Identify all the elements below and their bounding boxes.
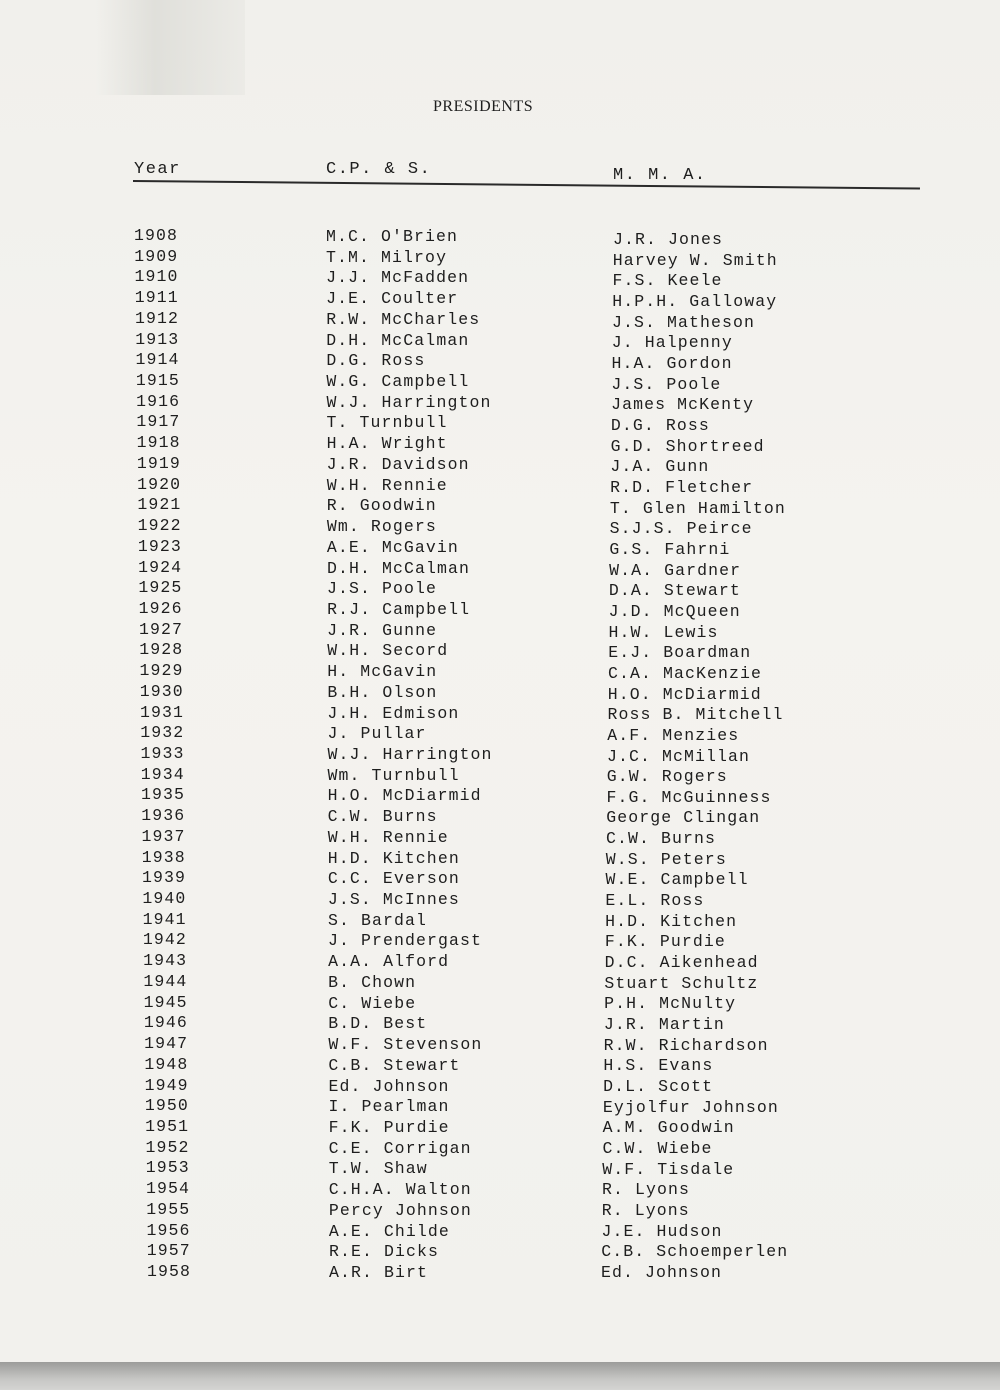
mma-president-cell: C.A. MacKenzie	[607, 663, 762, 683]
table-row	[0, 516, 1000, 537]
mma-president-cell: A.F. Menzies	[607, 725, 740, 745]
mma-president-cell: F.G. McGuinness	[606, 787, 772, 807]
year-cell: 1927	[138, 619, 183, 639]
cps-president-cell: Wm. Turnbull	[327, 765, 460, 785]
mma-president-cell: J.S. Matheson	[612, 312, 756, 332]
table-row	[0, 640, 1000, 661]
mma-president-cell: A.M. Goodwin	[602, 1118, 735, 1138]
cps-president-cell: A.E. Childe	[328, 1221, 450, 1241]
year-cell: 1912	[135, 308, 180, 328]
cps-president-cell: H.O. McDiarmid	[327, 786, 482, 806]
cps-president-cell: J.R. Davidson	[326, 454, 470, 474]
page-title: PRESIDENTS	[433, 98, 534, 115]
table-row	[0, 495, 1000, 516]
table-row	[0, 1013, 1000, 1034]
cps-president-cell: W.H. Rennie	[326, 475, 448, 495]
table-row	[0, 723, 1000, 744]
table-row	[0, 951, 1000, 972]
table-row	[0, 330, 1000, 351]
table-row	[0, 848, 1000, 869]
cps-president-cell: H. McGavin	[327, 662, 438, 682]
cps-president-cell: C.E. Corrigan	[328, 1138, 472, 1158]
cps-president-cell: H.D. Kitchen	[327, 848, 460, 868]
year-cell: 1955	[146, 1199, 191, 1219]
cps-president-cell: J.R. Gunne	[327, 620, 438, 640]
mma-president-cell: W.F. Tisdale	[602, 1159, 735, 1179]
cps-president-cell: J.S. McInnes	[327, 890, 460, 910]
mma-president-cell: E.J. Boardman	[608, 643, 752, 663]
cps-president-cell: H.A. Wright	[326, 434, 448, 454]
year-cell: 1943	[143, 951, 188, 971]
table-row	[0, 1055, 1000, 1076]
mma-president-cell: F.K. Purdie	[604, 932, 726, 952]
year-cell: 1933	[140, 744, 185, 763]
mma-president-cell: S.J.S. Peirce	[609, 519, 753, 539]
mma-president-cell: C.W. Wiebe	[602, 1139, 713, 1159]
year-cell: 1917	[136, 412, 181, 432]
table-row	[0, 827, 1000, 848]
cps-president-cell: Ed. Johnson	[328, 1076, 450, 1096]
year-cell: 1957	[146, 1241, 191, 1261]
cps-president-cell: F.K. Purdie	[328, 1117, 450, 1137]
table-row	[0, 558, 1000, 579]
year-cell: 1932	[140, 723, 185, 743]
mma-president-cell: J.E. Hudson	[601, 1221, 723, 1241]
year-cell: 1928	[139, 640, 184, 660]
year-cell: 1929	[139, 661, 184, 681]
mma-president-cell: H.A. Gordon	[611, 353, 733, 373]
table-row	[0, 930, 1000, 951]
table-row	[0, 599, 1000, 620]
year-cell: 1951	[145, 1116, 190, 1136]
year-cell: 1952	[145, 1137, 190, 1157]
mma-president-cell: J. Halpenny	[611, 333, 733, 353]
cps-president-cell: C. Wiebe	[328, 993, 417, 1013]
cps-president-cell: B.D. Best	[328, 1014, 428, 1034]
table-row	[0, 744, 1000, 765]
year-cell: 1908	[134, 226, 179, 245]
year-cell: 1945	[143, 992, 188, 1012]
mma-president-cell: D.L. Scott	[603, 1077, 714, 1097]
year-cell: 1924	[138, 557, 183, 577]
year-cell: 1939	[142, 868, 187, 888]
mma-president-cell: H.D. Kitchen	[605, 911, 738, 931]
mma-president-cell: H.P.H. Galloway	[612, 291, 778, 311]
column-header-cps: C.P. & S.	[326, 160, 432, 179]
mma-president-cell: J.S. Poole	[611, 374, 722, 394]
column-header-mma: M. M. A.	[613, 166, 707, 185]
table-row	[0, 703, 1000, 724]
mma-president-cell: J.D. McQueen	[608, 601, 741, 621]
table-row	[0, 910, 1000, 931]
cps-president-cell: J.H. Edmison	[327, 703, 460, 723]
table-row	[0, 350, 1000, 371]
table-row	[0, 226, 1000, 247]
year-cell: 1910	[134, 267, 179, 287]
table-row	[0, 889, 1000, 910]
year-cell: 1914	[135, 350, 180, 370]
table-row	[0, 1076, 1000, 1097]
table-row	[0, 993, 1000, 1014]
mma-president-cell: Harvey W. Smith	[612, 250, 778, 270]
cps-president-cell: J.J. McFadden	[326, 268, 470, 288]
year-cell: 1946	[143, 1013, 188, 1033]
table-row	[0, 247, 1000, 268]
mma-president-cell: F.S. Keele	[612, 271, 723, 291]
cps-president-cell: Wm. Rogers	[326, 517, 437, 537]
table-row	[0, 1096, 1000, 1117]
mma-president-cell: J.A. Gunn	[610, 457, 710, 477]
year-cell: 1923	[137, 536, 182, 556]
year-cell: 1926	[138, 598, 183, 618]
table-row	[0, 1117, 1000, 1138]
table-row	[0, 1179, 1000, 1200]
year-cell: 1941	[142, 909, 187, 929]
year-cell: 1915	[135, 371, 180, 391]
year-cell: 1958	[147, 1262, 192, 1281]
cps-president-cell: A.A. Alford	[328, 952, 450, 972]
year-cell: 1913	[135, 329, 180, 349]
mma-president-cell: W.A. Gardner	[609, 560, 742, 580]
cps-president-cell: T.W. Shaw	[328, 1159, 428, 1179]
table-row	[0, 309, 1000, 330]
table-row	[0, 578, 1000, 599]
cps-president-cell: A.R. Birt	[329, 1263, 429, 1282]
table-row	[0, 972, 1000, 993]
cps-president-cell: C.H.A. Walton	[328, 1180, 472, 1200]
year-cell: 1918	[136, 433, 181, 453]
year-cell: 1947	[144, 1034, 189, 1054]
mma-president-cell: G.S. Fahrni	[609, 539, 731, 559]
year-cell: 1925	[138, 578, 183, 598]
mma-president-cell: W.S. Peters	[605, 849, 727, 869]
mma-president-cell: R.W. Richardson	[603, 1035, 769, 1055]
cps-president-cell: W.G. Campbell	[326, 372, 470, 392]
mma-president-cell: H.S. Evans	[603, 1056, 714, 1076]
table-row	[0, 661, 1000, 682]
cps-president-cell: D.H. McCalman	[326, 558, 470, 578]
table-row	[0, 806, 1000, 827]
cps-president-cell: R.E. Dicks	[328, 1242, 439, 1262]
year-cell: 1942	[142, 930, 187, 950]
year-cell: 1953	[145, 1158, 190, 1178]
table-row	[0, 1138, 1000, 1159]
mma-president-cell: J.R. Jones	[613, 230, 724, 249]
table-row	[0, 537, 1000, 558]
year-cell: 1937	[141, 826, 186, 846]
year-cell: 1930	[139, 681, 184, 701]
year-cell: 1931	[139, 702, 184, 722]
table-row	[0, 267, 1000, 291]
cps-president-cell: D.H. McCalman	[326, 330, 470, 350]
cps-president-cell: J.E. Coulter	[326, 289, 459, 309]
mma-president-cell: Eyjolfur Johnson	[602, 1097, 779, 1117]
table-row	[0, 392, 1000, 413]
year-cell: 1954	[145, 1179, 190, 1199]
mma-president-cell: George Clingan	[606, 808, 761, 828]
table-row	[0, 288, 1000, 309]
year-cell: 1911	[134, 288, 179, 308]
year-cell: 1934	[140, 764, 185, 784]
cps-president-cell: R.W. McCharles	[326, 309, 481, 329]
mma-president-cell: W.E. Campbell	[605, 870, 749, 890]
cps-president-cell: J. Pullar	[327, 724, 427, 744]
cps-president-cell: W.H. Rennie	[327, 827, 449, 847]
mma-president-cell: G.D. Shortreed	[610, 436, 765, 456]
year-cell: 1950	[144, 1096, 189, 1116]
mma-president-cell: Stuart Schultz	[604, 973, 759, 993]
year-cell: 1922	[137, 516, 182, 536]
year-cell: 1919	[136, 453, 181, 473]
mma-president-cell: Ross B. Mitchell	[607, 705, 784, 725]
mma-president-cell: E.L. Ross	[605, 891, 705, 911]
mma-president-cell: James McKenty	[611, 395, 755, 415]
table-row	[0, 682, 1000, 703]
cps-president-cell: B.H. Olson	[327, 682, 438, 702]
cps-president-cell: S. Bardal	[327, 910, 427, 930]
mma-president-cell: G.W. Rogers	[606, 767, 728, 787]
table-row	[0, 1034, 1000, 1055]
cps-president-cell: Percy Johnson	[328, 1200, 472, 1220]
mma-president-cell: H.O. McDiarmid	[607, 684, 762, 704]
year-cell: 1916	[136, 391, 181, 411]
table-row	[0, 1158, 1000, 1179]
cps-president-cell: C.C. Everson	[327, 869, 460, 889]
cps-president-cell: M.C. O'Brien	[326, 227, 459, 246]
mma-president-cell: R.D. Fletcher	[610, 477, 754, 497]
page-bottom-shadow	[0, 1362, 1000, 1390]
table-row	[0, 1241, 1000, 1262]
cps-president-cell: C.W. Burns	[327, 807, 438, 827]
cps-president-cell: T.M. Milroy	[326, 247, 448, 267]
table-row	[0, 765, 1000, 786]
table-row	[0, 1262, 1000, 1283]
cps-president-cell: J. Prendergast	[328, 931, 483, 951]
mma-president-cell: D.C. Aikenhead	[604, 953, 759, 973]
year-cell: 1909	[134, 246, 179, 266]
table-row	[0, 412, 1000, 433]
table-row	[0, 1221, 1000, 1242]
year-cell: 1938	[141, 847, 186, 867]
cps-president-cell: W.F. Stevenson	[328, 1035, 483, 1055]
year-cell: 1944	[143, 971, 188, 991]
mma-president-cell: Ed. Johnson	[601, 1263, 723, 1282]
cps-president-cell: B. Chown	[328, 972, 417, 992]
mma-president-cell: R. Lyons	[601, 1201, 690, 1220]
table-row	[0, 868, 1000, 889]
mma-president-cell: P.H. McNulty	[604, 994, 737, 1014]
mma-president-cell: J.C. McMillan	[607, 746, 751, 766]
cps-president-cell: R. Goodwin	[326, 496, 437, 516]
column-header-year: Year	[134, 160, 181, 179]
mma-president-cell: H.W. Lewis	[608, 622, 719, 642]
year-cell: 1948	[144, 1054, 189, 1074]
mma-president-cell: D.G. Ross	[610, 415, 710, 435]
table-row	[0, 1200, 1000, 1221]
cps-president-cell: I. Pearlman	[328, 1097, 450, 1117]
mma-president-cell: D.A. Stewart	[608, 581, 741, 601]
cps-president-cell: W.H. Secord	[327, 641, 449, 661]
table-row	[0, 475, 1000, 496]
year-cell: 1940	[142, 889, 187, 909]
year-cell: 1921	[137, 495, 182, 515]
mma-president-cell: T. Glen Hamilton	[609, 498, 786, 518]
year-cell: 1935	[141, 785, 186, 805]
mma-president-cell: C.B. Schoemperlen	[601, 1242, 789, 1262]
cps-president-cell: A.E. McGavin	[326, 537, 459, 557]
year-cell: 1956	[146, 1220, 191, 1240]
table-row	[0, 620, 1000, 641]
year-cell: 1920	[137, 474, 182, 494]
cps-president-cell: W.J. Harrington	[327, 745, 493, 764]
table-row	[0, 454, 1000, 475]
cps-president-cell: T. Turnbull	[326, 413, 448, 433]
year-cell: 1936	[141, 806, 186, 826]
mma-president-cell: J.R. Martin	[603, 1015, 725, 1035]
table-row	[0, 371, 1000, 392]
mma-president-cell: C.W. Burns	[606, 829, 717, 849]
cps-president-cell: C.B. Stewart	[328, 1055, 461, 1075]
cps-president-cell: J.S. Poole	[327, 579, 438, 599]
cps-president-cell: R.J. Campbell	[327, 599, 471, 619]
cps-president-cell: W.J. Harrington	[326, 392, 492, 412]
year-cell: 1949	[144, 1075, 189, 1095]
mma-president-cell: R. Lyons	[601, 1180, 690, 1200]
table-row	[0, 785, 1000, 806]
table-row	[0, 433, 1000, 454]
cps-president-cell: D.G. Ross	[326, 351, 426, 371]
